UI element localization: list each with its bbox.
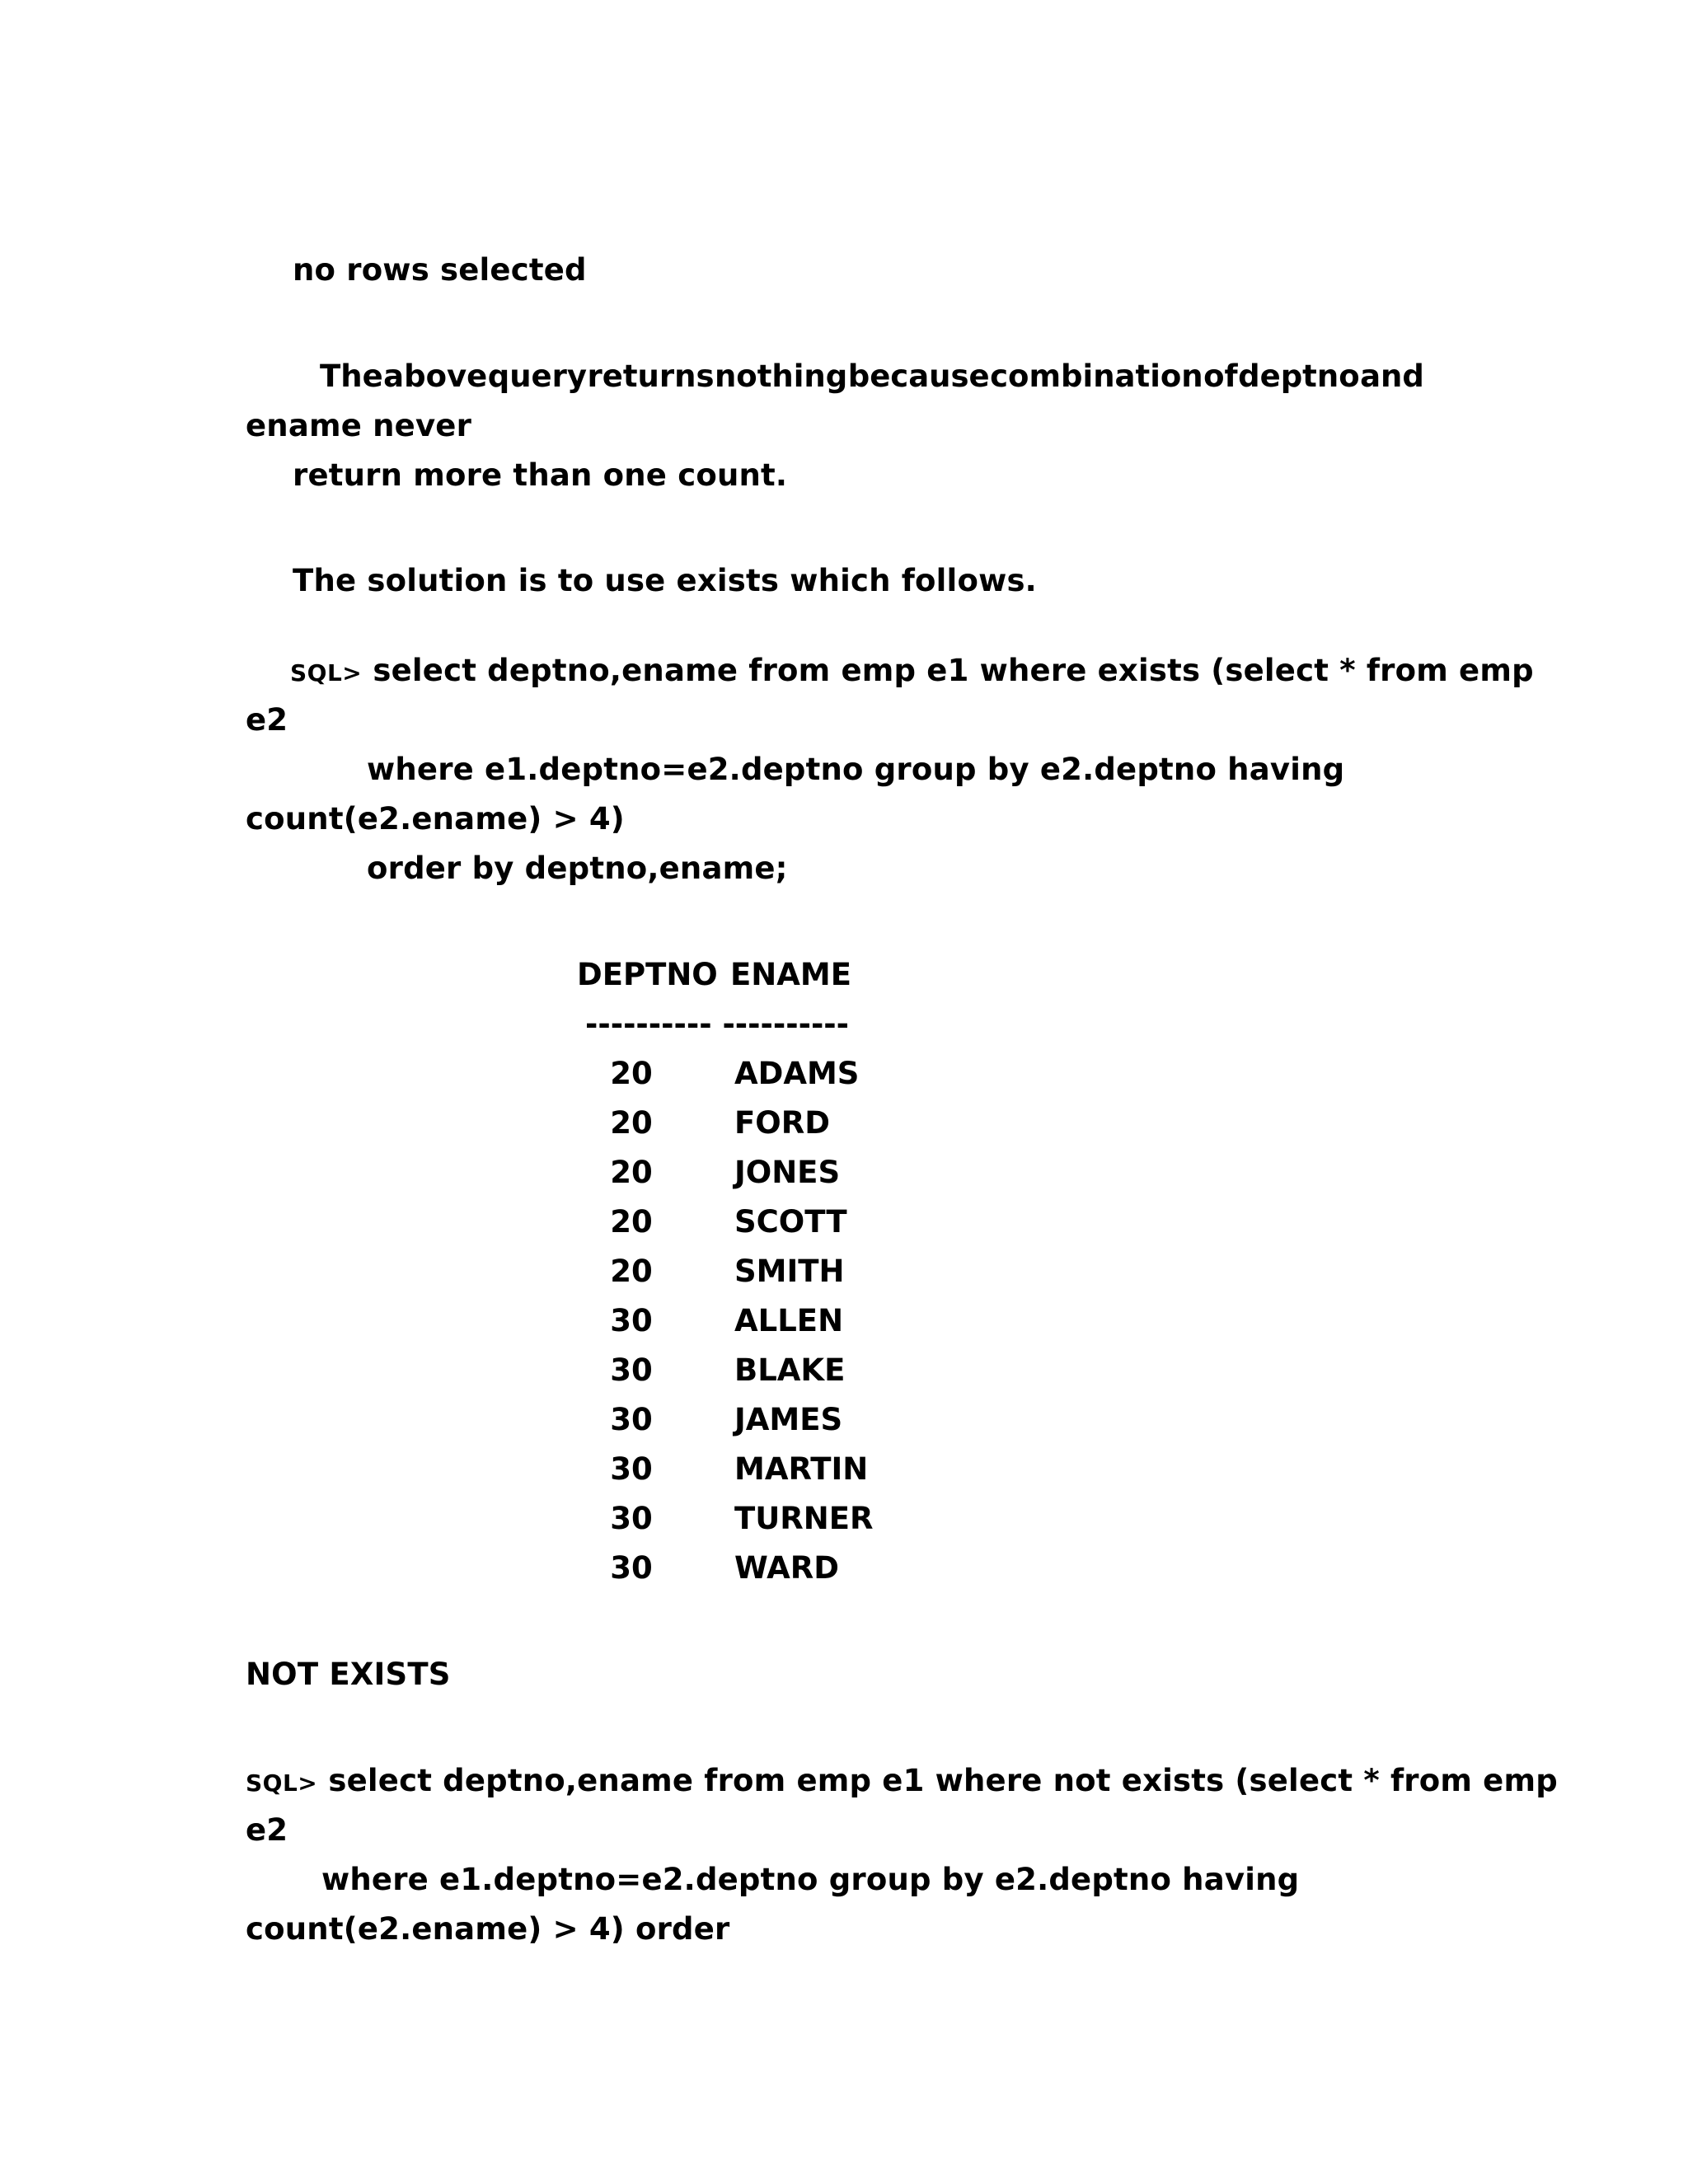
sql-line bbox=[246, 1756, 1558, 1808]
paragraph-word: combination bbox=[990, 359, 1203, 394]
column-header-deptno: DEPTNO bbox=[577, 957, 718, 992]
sql-line: count(e2.ename) > 4) bbox=[246, 801, 625, 837]
column-header-ename: ENAME bbox=[730, 957, 851, 992]
paragraph-word: deptno bbox=[1238, 359, 1360, 394]
cell-deptno: 20 bbox=[610, 1204, 653, 1240]
cell-deptno: 30 bbox=[610, 1352, 653, 1388]
paragraph-justified-line bbox=[320, 352, 1424, 401]
cell-ename: SCOTT bbox=[734, 1204, 847, 1240]
paragraph-word: and bbox=[1360, 359, 1424, 394]
cell-deptno: 30 bbox=[610, 1501, 653, 1536]
cell-ename: SMITH bbox=[734, 1254, 845, 1289]
column-separator: ---------- ---------- bbox=[585, 1006, 850, 1042]
sql-line: e2 bbox=[246, 1812, 288, 1848]
no-rows-text: no rows selected bbox=[293, 252, 587, 288]
sql-line bbox=[290, 646, 1534, 698]
section-heading: NOT EXISTS bbox=[246, 1657, 451, 1692]
cell-deptno: 20 bbox=[610, 1056, 653, 1091]
paragraph-word: of bbox=[1203, 359, 1238, 394]
cell-ename: BLAKE bbox=[734, 1352, 846, 1388]
paragraph-word: returns bbox=[587, 359, 715, 394]
paragraph-word: above bbox=[383, 359, 488, 394]
paragraph-word: query bbox=[487, 359, 588, 394]
sql-line: where e1.deptno=e2.deptno group by e2.deptno having bbox=[321, 1862, 1300, 1897]
cell-ename: WARD bbox=[734, 1550, 839, 1586]
paragraph-line: return more than one count. bbox=[293, 457, 788, 493]
cell-deptno: 30 bbox=[610, 1451, 653, 1487]
cell-ename: ALLEN bbox=[734, 1303, 844, 1338]
paragraph-word: nothing bbox=[714, 359, 848, 394]
paragraph-word: because bbox=[847, 359, 990, 394]
paragraph-line: ename never bbox=[246, 408, 472, 443]
cell-ename: JAMES bbox=[734, 1402, 843, 1437]
sql-text: select deptno,ename from emp e1 where exists (select * from emp bbox=[373, 653, 1534, 688]
cell-deptno: 20 bbox=[610, 1105, 653, 1141]
cell-ename: FORD bbox=[734, 1105, 830, 1141]
paragraph-word: The bbox=[320, 359, 383, 394]
cell-deptno: 30 bbox=[610, 1303, 653, 1338]
cell-ename: TURNER bbox=[734, 1501, 874, 1536]
sql-line: order by deptno,ename; bbox=[367, 851, 788, 886]
cell-ename: JONES bbox=[734, 1155, 841, 1190]
sql-prompt: SQL> bbox=[290, 659, 363, 687]
sql-text: select deptno,ename from emp e1 where not exists (select * from emp bbox=[328, 1763, 1558, 1798]
cell-ename: MARTIN bbox=[734, 1451, 869, 1487]
cell-ename: ADAMS bbox=[734, 1056, 860, 1091]
cell-deptno: 20 bbox=[610, 1155, 653, 1190]
sql-line: e2 bbox=[246, 702, 288, 738]
cell-deptno: 30 bbox=[610, 1550, 653, 1586]
cell-deptno: 20 bbox=[610, 1254, 653, 1289]
solution-paragraph: The solution is to use exists which follows. bbox=[293, 563, 1037, 598]
sql-line: where e1.deptno=e2.deptno group by e2.deptno having bbox=[367, 752, 1345, 787]
cell-deptno: 30 bbox=[610, 1402, 653, 1437]
sql-prompt: SQL> bbox=[246, 1769, 318, 1797]
sql-line: count(e2.ename) > 4) order bbox=[246, 1911, 730, 1947]
